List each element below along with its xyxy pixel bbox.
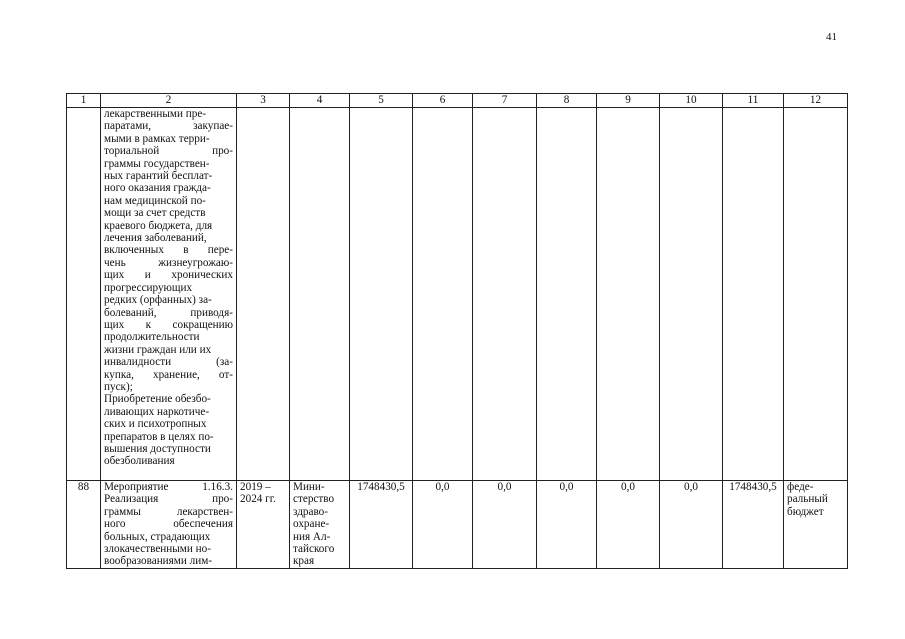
value-cell: 0,0 — [413, 481, 473, 569]
description-line: злокачественными но- — [104, 543, 211, 556]
description-line: краевого бюджета, для — [104, 219, 213, 232]
value-cell: 1748430,5 — [723, 481, 784, 569]
executor-line: края — [293, 555, 315, 568]
description-line: болеваний, приводя- — [104, 306, 233, 319]
empty-cell — [660, 108, 723, 481]
description-line: купка, хранение, от- — [104, 368, 233, 381]
description-line: ских и психотропных — [104, 418, 207, 431]
description-line: ториальной про- — [104, 145, 233, 158]
description-cell — [101, 108, 237, 481]
executor-line: Мини- — [293, 481, 325, 493]
empty-cell — [723, 108, 784, 481]
description-line: мыми в рамках терри- — [104, 132, 210, 145]
description-line: вышения доступности — [104, 442, 211, 455]
table-row — [67, 108, 848, 481]
description-line: препаратов в целях по- — [104, 430, 214, 443]
header-cell: 10 — [660, 94, 723, 108]
funding-source-line: бюджет — [787, 505, 824, 518]
header-cell: 3 — [237, 94, 290, 108]
description-line: нам медицинской по- — [104, 194, 206, 207]
header-cell: 7 — [473, 94, 537, 108]
empty-cell — [350, 108, 413, 481]
description-line: граммы государствен- — [104, 157, 210, 170]
description-line: включенных в пере- — [104, 244, 233, 257]
row-number-cell — [67, 108, 101, 481]
description-line: обезболивания — [104, 455, 175, 468]
description-line: ливающих наркотиче- — [104, 405, 210, 418]
table-header-row — [67, 94, 848, 108]
description-line: щих к сокращению — [104, 318, 233, 331]
description-line: чень жизнеугрожаю- — [104, 256, 233, 269]
program-table — [66, 93, 848, 569]
empty-cell — [537, 108, 597, 481]
page-number: 41 — [826, 31, 837, 43]
value-cell: 0,0 — [660, 481, 723, 569]
description-line: ного обеспечения — [104, 518, 233, 531]
executor-cell — [290, 481, 350, 569]
description-line: паратами, закупае- — [104, 120, 233, 133]
description-line: мощи за счет средств — [104, 207, 206, 220]
table-row — [67, 481, 848, 569]
row-number-cell: 88 — [67, 481, 101, 569]
period-line: 2024 гг. — [240, 493, 276, 506]
executor-line: стерство — [293, 493, 335, 506]
description-line: продолжительности — [104, 331, 200, 344]
description-line: ного оказания гражда- — [104, 182, 211, 195]
description-line: больных, страдающих — [104, 530, 211, 543]
header-cell: 2 — [101, 94, 237, 108]
value-cell-total: 1748430,5 — [350, 481, 413, 569]
value-cell: 0,0 — [473, 481, 537, 569]
description-line: щих и хронических — [104, 269, 233, 282]
empty-cell — [413, 108, 473, 481]
value-cell: 0,0 — [537, 481, 597, 569]
executor-line: тайского — [293, 543, 335, 556]
description-line: ных гарантий бесплат- — [104, 170, 213, 183]
description-line: жизни граждан или их — [104, 343, 212, 356]
empty-cell — [473, 108, 537, 481]
description-line: вообразованиями лим- — [104, 555, 213, 568]
description-line: прогрессирующих — [104, 281, 193, 294]
funding-source-cell — [784, 481, 848, 569]
funding-source-line: феде- — [787, 481, 814, 493]
empty-cell — [597, 108, 660, 481]
period-line: 2019 – — [240, 481, 271, 493]
description-line: Приобретение обезбо- — [104, 393, 211, 406]
executor-line: ния Ал- — [293, 530, 331, 543]
description-line: граммы лекарствен- — [104, 505, 233, 518]
description-line: Мероприятие 1.16.3. — [104, 481, 233, 493]
empty-cell — [784, 108, 848, 481]
header-cell: 12 — [784, 94, 848, 108]
empty-cell — [237, 108, 290, 481]
value-cell: 0,0 — [597, 481, 660, 569]
description-line: инвалидности (за- — [104, 356, 233, 369]
empty-cell — [290, 108, 350, 481]
description-line: редких (орфанных) за- — [104, 294, 212, 307]
header-cell: 4 — [290, 94, 350, 108]
header-cell: 8 — [537, 94, 597, 108]
header-cell: 1 — [67, 94, 101, 108]
executor-line: здраво- — [293, 505, 328, 518]
description-line: Реализация про- — [104, 493, 233, 506]
executor-line: охране- — [293, 518, 330, 531]
header-cell: 5 — [350, 94, 413, 108]
header-cell: 11 — [723, 94, 784, 108]
period-cell — [237, 481, 290, 569]
header-cell: 6 — [413, 94, 473, 108]
description-line: пуск); — [104, 380, 133, 393]
funding-source-line: ральный — [787, 493, 828, 506]
header-cell: 9 — [597, 94, 660, 108]
description-line: лечения заболеваний, — [104, 232, 207, 245]
description-cell — [101, 481, 237, 569]
description-line: лекарственными пре- — [104, 108, 207, 120]
